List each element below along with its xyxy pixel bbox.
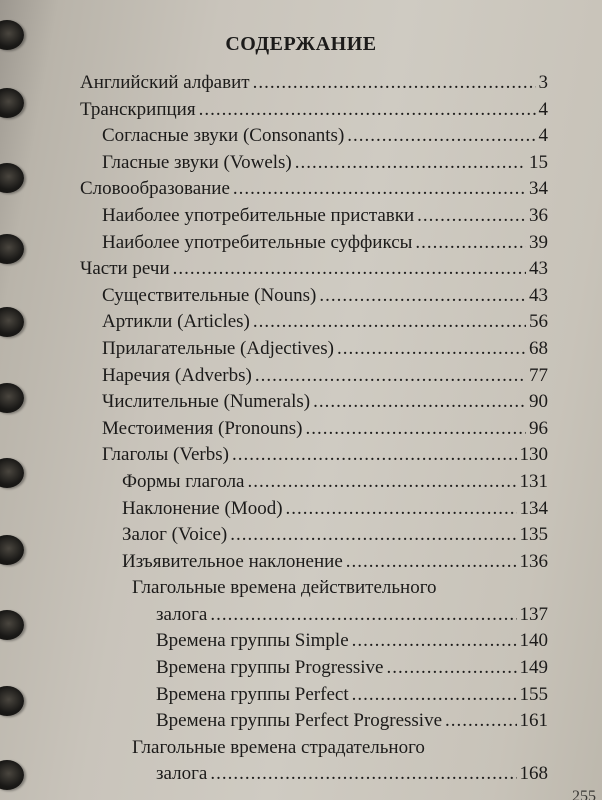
toc-entry-page: 90 — [529, 391, 548, 413]
toc-entry-page: 3 — [538, 72, 548, 93]
toc-entry-label: Местоимения (Pronouns) — [102, 417, 303, 439]
leader-dots — [199, 97, 536, 124]
binding-ring — [0, 307, 24, 337]
binding-ring — [0, 535, 24, 565]
toc-entry — [80, 496, 548, 523]
toc-entry-page: 161 — [519, 710, 548, 732]
toc-entry-label: Времена группы Perfect Progressive — [156, 710, 443, 732]
leader-dots — [253, 309, 526, 336]
toc-entry — [80, 389, 548, 416]
toc-entry-first-line — [80, 735, 548, 762]
toc-entry — [80, 283, 548, 310]
toc-entry-label: Прилагательные (Adjectives) — [102, 337, 334, 359]
page-number-corner: 255 — [572, 788, 596, 800]
toc-entry-label: Времена группы Perfect — [156, 683, 349, 705]
leader-dots — [445, 708, 516, 735]
leader-dots — [255, 363, 526, 390]
toc-entry-label: Согласные звуки (Consonants) — [102, 125, 345, 147]
leader-dots — [305, 416, 526, 443]
leader-dots — [352, 628, 517, 655]
toc-entry — [80, 363, 548, 390]
toc-entry-page: 68 — [529, 337, 548, 359]
toc-entry-page: 77 — [529, 364, 548, 386]
toc-entry-page: 43 — [529, 258, 548, 280]
toc-entry-first-line — [80, 575, 548, 602]
toc-entry-label: Числительные (Numerals) — [102, 391, 311, 413]
toc-entry-label: Части речи — [80, 258, 170, 280]
toc-entry-label: Времена группы Simple — [156, 630, 349, 652]
toc-entry-page: 39 — [529, 231, 548, 253]
toc-entry-page: 130 — [519, 444, 548, 466]
toc-entry-label: Формы глагола — [122, 470, 245, 492]
toc-entry-label: Залог (Voice) — [122, 524, 228, 546]
toc-entry-page: 136 — [519, 550, 548, 572]
binding-ring — [0, 610, 24, 640]
toc-entry-label: залога — [156, 603, 208, 625]
toc-entry-page: 4 — [538, 125, 548, 147]
leader-dots — [352, 682, 517, 709]
toc-entry-label: Существительные (Nouns) — [102, 284, 317, 306]
leader-dots — [233, 176, 526, 203]
toc-entry-page: 140 — [519, 630, 548, 652]
toc-entry-label: Транскрипция — [80, 98, 196, 120]
toc-entry — [80, 522, 548, 549]
page-title: СОДЕРЖАНИЕ — [225, 33, 377, 55]
leader-dots — [248, 469, 517, 496]
leader-dots — [386, 655, 516, 682]
toc-entry-page: 155 — [519, 683, 548, 705]
toc-entry-page: 15 — [529, 151, 548, 173]
leader-dots — [295, 150, 526, 177]
leader-dots — [313, 389, 526, 416]
toc-entry — [80, 469, 548, 496]
toc-entry-label: Артикли (Articles) — [102, 311, 250, 333]
toc-entry-label: Наречия (Adverbs) — [102, 364, 252, 386]
toc-entry-label-line1: Глагольные времена действительного — [132, 577, 437, 599]
toc-entry-page: 134 — [519, 497, 548, 519]
toc-entry-label: Глаголы (Verbs) — [102, 444, 229, 466]
toc-entry-page: 96 — [529, 417, 548, 439]
leader-dots — [346, 549, 517, 576]
table-of-contents — [80, 70, 548, 788]
toc-entry-page: 149 — [519, 657, 548, 679]
leader-dots — [232, 442, 517, 469]
toc-entry-page: 4 — [538, 98, 548, 120]
toc-entry — [80, 150, 548, 177]
toc-entry — [80, 628, 548, 655]
toc-entry — [80, 256, 548, 283]
binding-ring — [0, 686, 24, 716]
toc-entry-page: 137 — [519, 603, 548, 625]
toc-entry-label: Времена группы Progressive — [156, 657, 384, 679]
toc-entry-page: 36 — [529, 204, 548, 226]
leader-dots — [417, 203, 526, 230]
toc-entry — [80, 416, 548, 443]
binding-ring — [0, 458, 24, 488]
toc-entry-label: Наиболее употребительные суффиксы — [102, 231, 413, 253]
leader-dots — [415, 230, 526, 257]
toc-entry — [80, 442, 548, 469]
leader-dots — [286, 496, 517, 523]
toc-entry-label: Наиболее употребительные приставки — [102, 204, 415, 226]
toc-entry-label: Английский алфавит — [80, 72, 250, 93]
toc-entry — [80, 203, 548, 230]
toc-entry — [80, 230, 548, 257]
toc-entry-page: 168 — [519, 763, 548, 785]
toc-entry — [80, 309, 548, 336]
leader-dots — [210, 602, 516, 629]
binding-ring — [0, 88, 24, 118]
toc-entry — [80, 70, 548, 97]
toc-entry — [80, 549, 548, 576]
toc-entry — [80, 682, 548, 709]
toc-entry-page: 43 — [529, 284, 548, 306]
toc-entry — [80, 97, 548, 124]
toc-entry-label: залога — [156, 763, 208, 785]
binding-ring — [0, 383, 24, 413]
leader-dots — [230, 522, 516, 549]
binding-ring — [0, 163, 24, 193]
toc-entry — [80, 655, 548, 682]
spiral-binding — [0, 0, 40, 800]
toc-entry — [80, 123, 548, 150]
leader-dots — [210, 761, 516, 788]
toc-entry — [80, 176, 548, 203]
toc-entry-label: Изъявительное наклонение — [122, 550, 343, 572]
toc-entry-page: 131 — [519, 470, 548, 492]
toc-entry-label: Наклонение (Mood) — [122, 497, 283, 519]
toc-entry-page: 56 — [529, 311, 548, 333]
leader-dots — [253, 70, 536, 97]
toc-entry — [80, 336, 548, 363]
leader-dots — [337, 336, 526, 363]
leader-dots — [319, 283, 526, 310]
toc-entry-label-line1: Глагольные времена страдательного — [132, 736, 425, 758]
toc-entry — [80, 761, 548, 788]
leader-dots — [173, 256, 526, 283]
toc-entry-page: 34 — [529, 178, 548, 200]
toc-entry — [80, 602, 548, 629]
toc-entry-label: Словообразование — [80, 178, 230, 200]
toc-entry-page: 135 — [519, 524, 548, 546]
leader-dots — [347, 123, 535, 150]
binding-ring — [0, 760, 24, 790]
toc-entry — [80, 708, 548, 735]
binding-ring — [0, 234, 24, 264]
toc-entry-label: Гласные звуки (Vowels) — [102, 151, 292, 173]
